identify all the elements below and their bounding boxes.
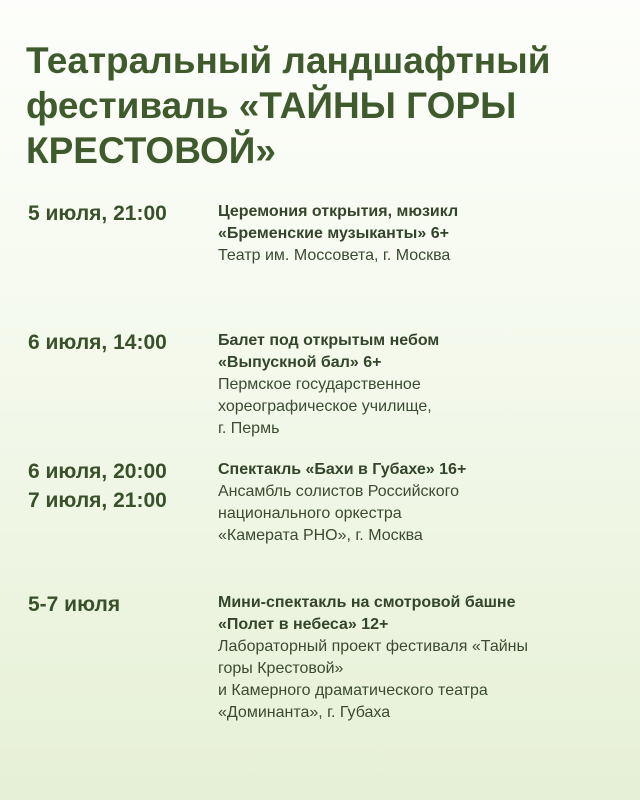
event-date [28, 199, 213, 228]
event-name-line: «Бременские музыканты» 6+ [218, 225, 449, 242]
event-venue-line: «Камерата РНО», г. Москва [218, 527, 423, 544]
event-venue-line: Пермское государственное [218, 376, 421, 393]
event-date-line: 6 июля, 20:00 [28, 460, 167, 483]
event-name-line: Спектакль «Бахи в Губахе» 16+ [218, 461, 467, 478]
event-venue-line: горы Крестовой» [218, 660, 344, 677]
title-line: фестиваль «ТАЙНЫ ГОРЫ [26, 85, 517, 126]
event-info [218, 592, 618, 724]
event-date [28, 590, 213, 619]
event-name-line: Балет под открытым небом [218, 332, 440, 349]
event-name-line: «Полет в небеса» 12+ [218, 616, 389, 633]
event-name-line: Церемония открытия, мюзикл [218, 203, 459, 220]
event-date-line: 7 июля, 21:00 [28, 489, 167, 512]
event-date [28, 457, 213, 515]
title-line: Театральный ландшафтный [26, 40, 551, 81]
event-venue-line: и Камерного драматического театра [218, 682, 488, 699]
event-venue-line: хореографическое училище, [218, 398, 432, 415]
event-date-line: 5 июля, 21:00 [28, 202, 167, 225]
event-venue-line: национального оркестра [218, 505, 402, 522]
event-date-line: 5-7 июля [28, 593, 121, 616]
event-venue-line: г. Пермь [218, 420, 280, 437]
event-date [28, 328, 213, 357]
event-name-line: «Выпускной бал» 6+ [218, 354, 382, 371]
event-name-line: Мини-спектакль на смотровой башне [218, 594, 516, 611]
event-info [218, 459, 618, 547]
title-line: КРЕСТОВОЙ» [26, 130, 276, 171]
event-venue-line: Лабораторный проект фестиваля «Тайны [218, 638, 528, 655]
event-venue-line: Театр им. Моссовета, г. Москва [218, 247, 451, 264]
event-date-line: 6 июля, 14:00 [28, 331, 167, 354]
event-venue-line: Ансамбль солистов Российского [218, 483, 459, 500]
page-title [26, 38, 616, 173]
event-info [218, 201, 618, 267]
event-venue-line: «Доминанта», г. Губаха [218, 704, 391, 721]
event-info [218, 330, 618, 440]
